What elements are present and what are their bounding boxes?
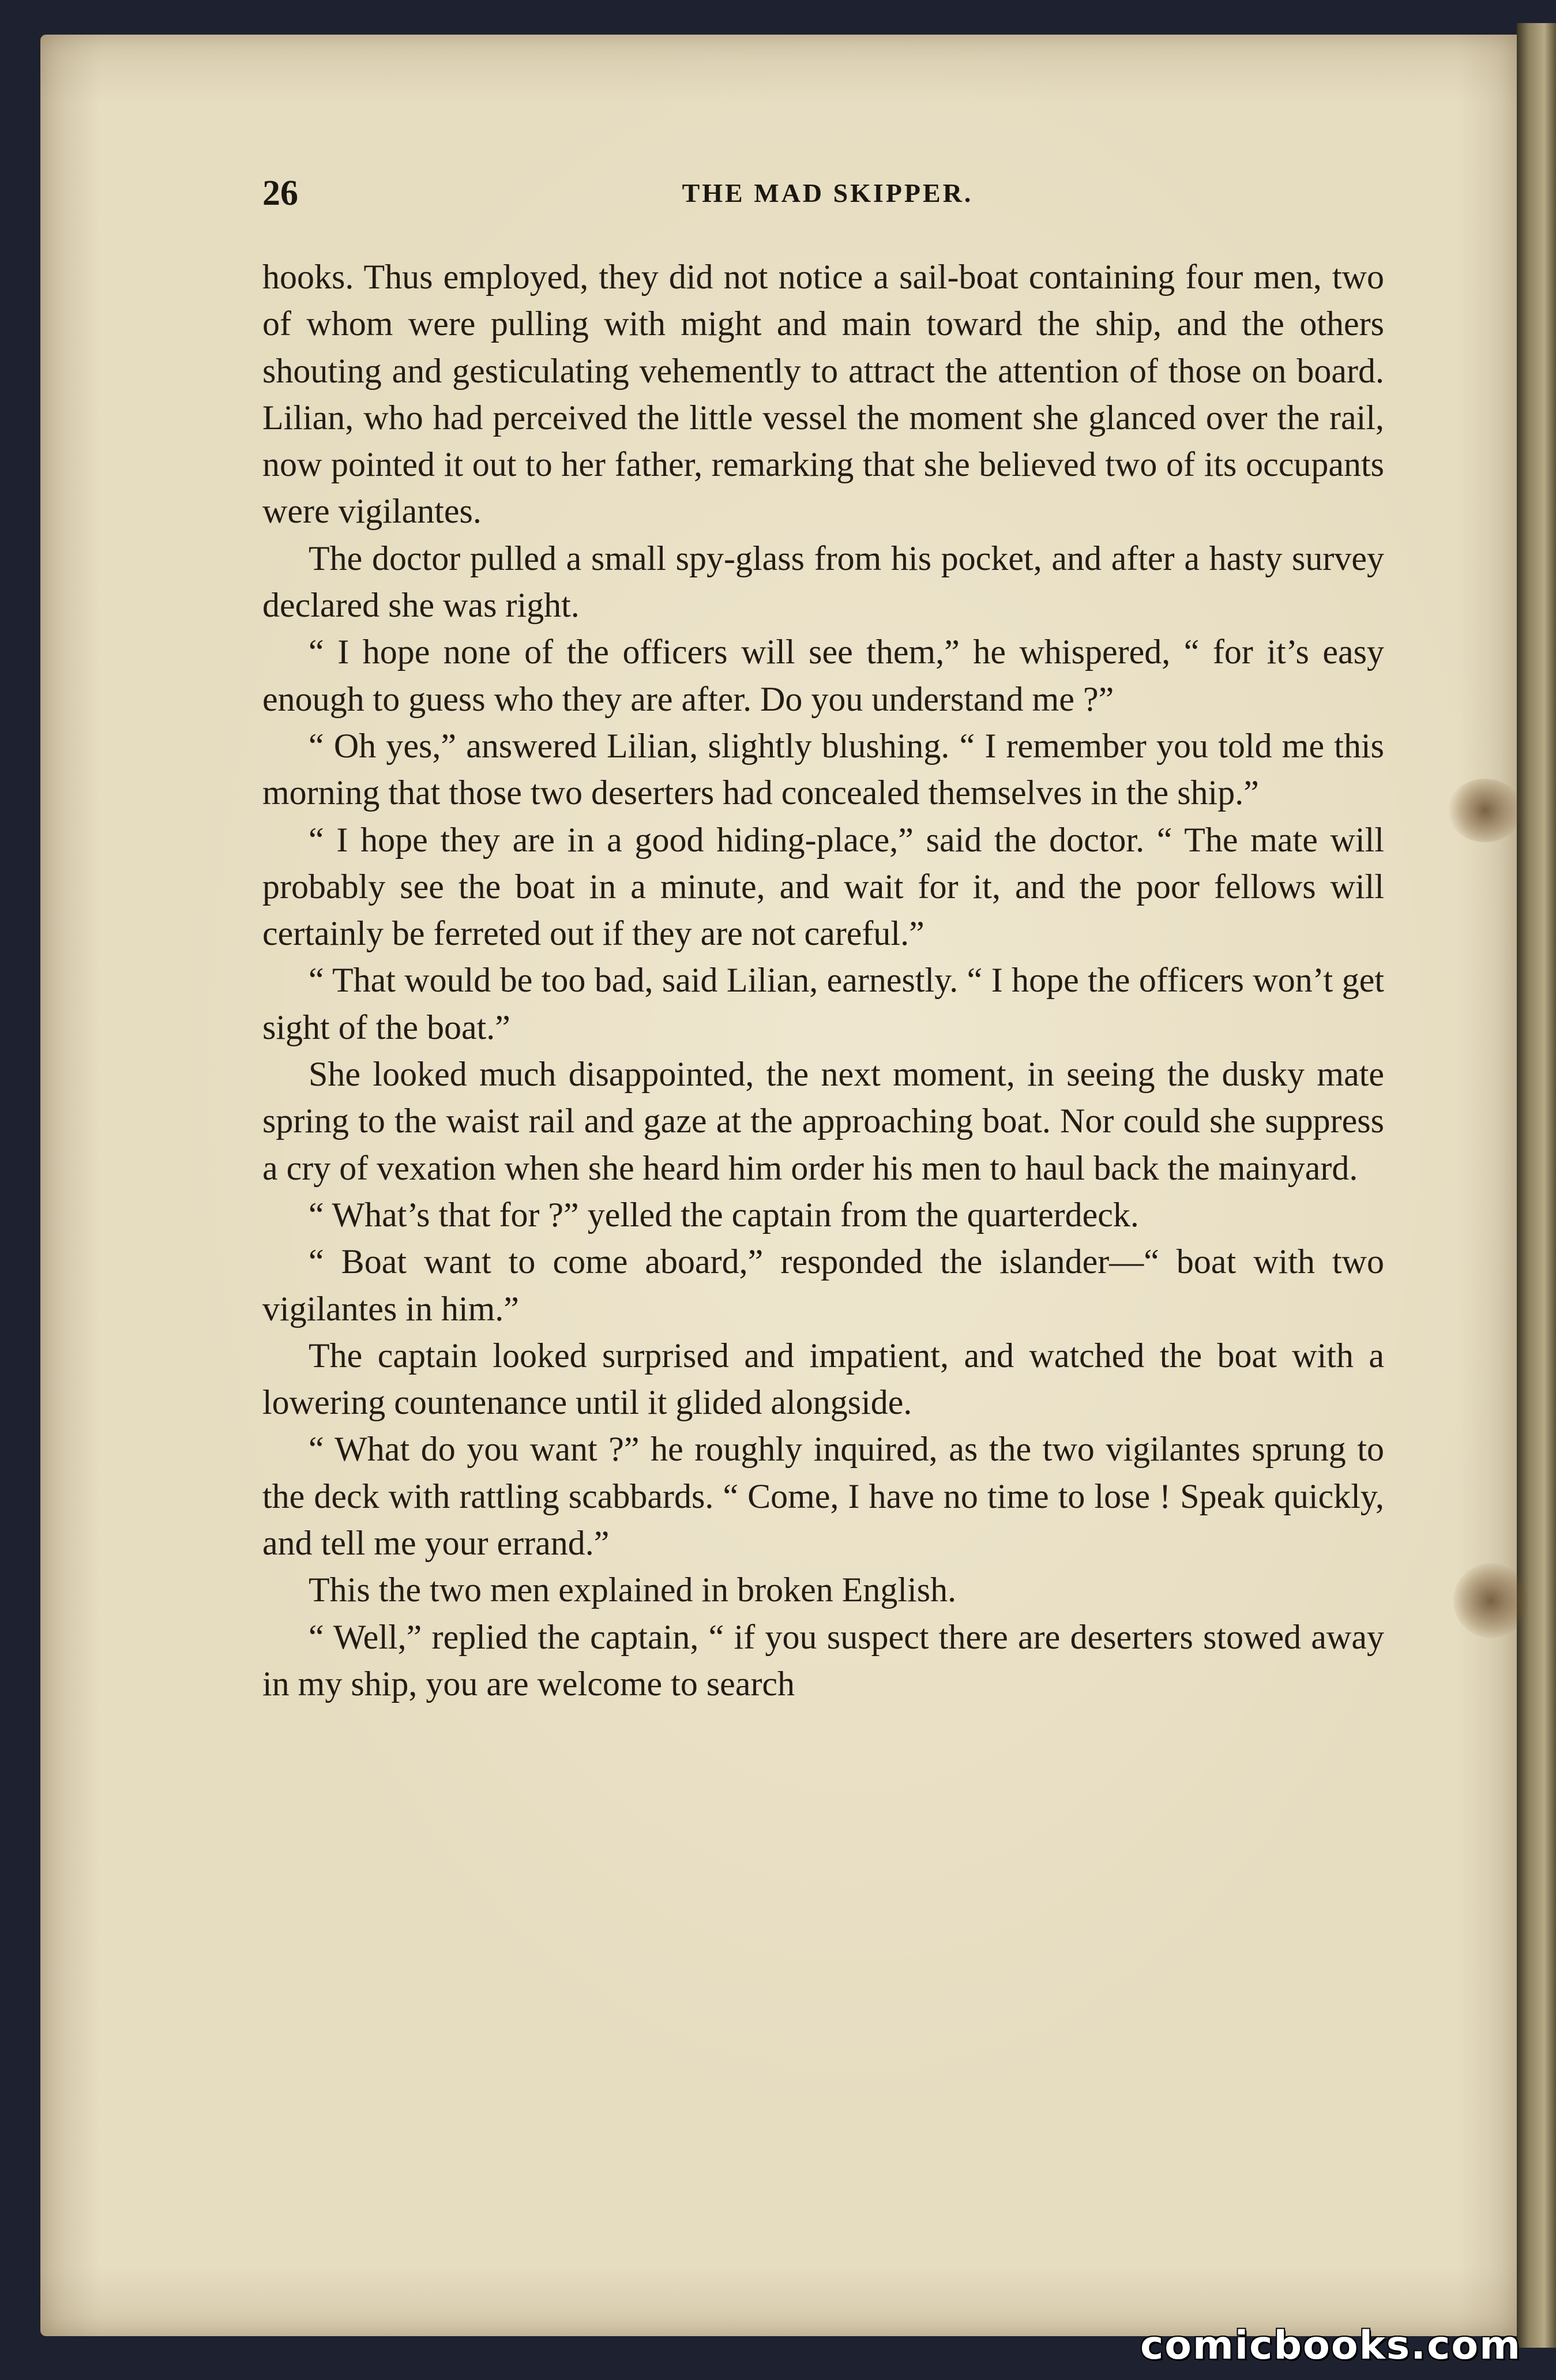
watermark: comicbooks.com bbox=[1140, 2323, 1521, 2368]
paragraph: “ Well,” replied the captain, “ if you suspect there are deserters stowed away in my ship, you are welcome to search bbox=[262, 1617, 1384, 1703]
paragraph: “ What do you want ?” he roughly inquired, as the two vigilantes sprung to the deck with rattling scabbards. “ Come, I have no time to lose ! Speak quickly, and tell me your errand.” bbox=[262, 1430, 1384, 1563]
paragraph: “ Oh yes,” answered Lilian, slightly blushing. “ I remember you told me this morning that those two deserters had concealed themselves in the ship.” bbox=[262, 726, 1384, 812]
paragraph: hooks. Thus employed, they did not notice a sail-boat containing four men, two of whom were pulling with might and main toward the ship, and the others shouting and gesticulating vehemently to attract the attention of those on board. Lilian, who had perceived the little vessel the moment she glanced over the rail, now pointed it out to her father, remarking that she believed two of its occupants were vigilantes. bbox=[262, 258, 1384, 531]
paragraph: “ I hope none of the officers will see them,” he whispered, “ for it’s easy enough to guess who they are after. Do you understand me ?” bbox=[262, 633, 1384, 718]
page-number: 26 bbox=[262, 174, 298, 213]
paper-stain bbox=[1453, 1563, 1528, 1638]
paragraph: “ What’s that for ?” yelled the captain from the quarterdeck. bbox=[309, 1195, 1139, 1234]
running-head: THE MAD SKIPPER. bbox=[682, 178, 974, 208]
paragraph: The captain looked surprised and impatient, and watched the boat with a lowering countenance until it glided alongside. bbox=[262, 1336, 1384, 1422]
paragraph: “ I hope they are in a good hiding-place,” said the doctor. “ The mate will probably see the boat in a minute, and wait for it, and the poor fellows will certainly be ferreted out if they are not careful.” bbox=[262, 820, 1384, 953]
body-text bbox=[262, 254, 1384, 1707]
paragraph: The doctor pulled a small spy-glass from his pocket, and after a hasty survey declared she was right. bbox=[262, 539, 1384, 625]
paragraph: “ That would be too bad, said Lilian, earnestly. “ I hope the officers won’t get sight of the boat.” bbox=[262, 961, 1384, 1046]
paragraph: This the two men explained in broken English. bbox=[309, 1571, 957, 1609]
adjacent-page-edge bbox=[1517, 23, 1556, 2348]
paragraph: She looked much disappointed, the next moment, in seeing the dusky mate spring to the waist rail and gaze at the approaching boat. Nor could she suppress a cry of vexation when she heard him order his men to haul back the mainyard. bbox=[262, 1055, 1384, 1187]
page-header bbox=[262, 173, 1393, 225]
paper-stain bbox=[1448, 779, 1523, 842]
paragraph: “ Boat want to come aboard,” responded the islander—“ boat with two vigilantes in him.” bbox=[262, 1242, 1384, 1328]
